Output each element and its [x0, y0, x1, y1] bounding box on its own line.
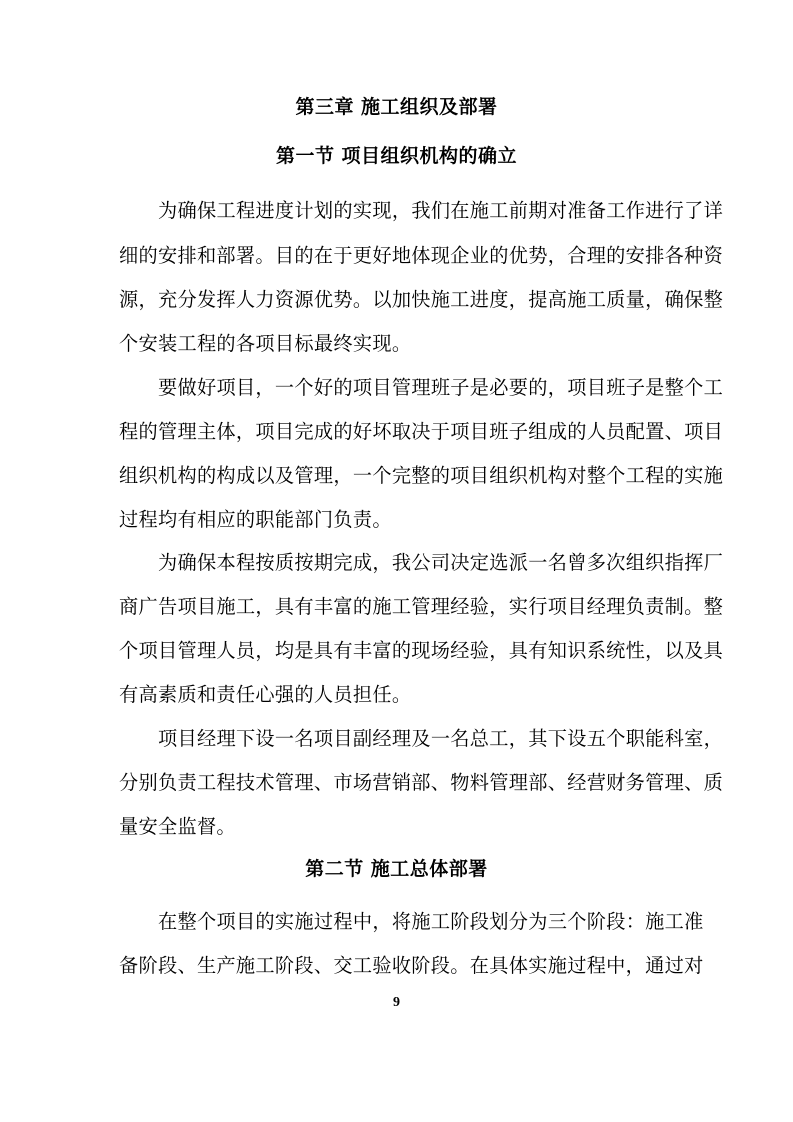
paragraph-line: 为确保本程按质按期完成，我公司决定选派一名曾多次组织指挥厂 — [158, 551, 724, 574]
paragraph-line: 有高素质和责任心强的人员担任。 — [119, 683, 412, 706]
paragraph-line: 个安装工程的各项目标最终实现。 — [119, 332, 412, 355]
paragraph-line: 为确保工程进度计划的实现，我们在施工前期对准备工作进行了详 — [158, 199, 724, 222]
section-1-title: 第一节 项目组织机构的确立 — [275, 145, 518, 167]
paragraph-line: 在整个项目的实施过程中，将施工阶段划分为三个阶段：施工准 — [158, 910, 704, 933]
paragraph-line: 组织机构的构成以及管理，一个完整的项目组织机构对整个工程的实施 — [119, 464, 724, 487]
page-number: 9 — [393, 995, 400, 1010]
paragraph-line: 商广告项目施工，具有丰富的施工管理经验，实行项目经理负责制。整 — [119, 595, 724, 618]
paragraph-line: 源，充分发挥人力资源优势。以加快施工进度，提高施工质量，确保整 — [119, 288, 724, 311]
paragraph-line: 分别负责工程技术管理、市场营销部、物料管理部、经营财务管理、质 — [119, 771, 724, 794]
paragraph-line: 备阶段、生产施工阶段、交工验收阶段。在具体实施过程中，通过对 — [119, 954, 704, 977]
paragraph-line: 程的管理主体，项目完成的好坏取决于项目班子组成的人员配置、项目 — [119, 420, 724, 443]
paragraph-line: 过程均有相应的职能部门负责。 — [119, 508, 392, 531]
section-2-title: 第二节 施工总体部署 — [305, 858, 488, 880]
paragraph-line: 量安全监督。 — [119, 815, 236, 838]
paragraph-line: 要做好项目，一个好的项目管理班子是必要的，项目班子是整个工 — [158, 376, 724, 399]
paragraph-line: 项目经理下设一名项目副经理及一名总工，其下设五个职能科室， — [158, 727, 724, 750]
paragraph-line: 个项目管理人员，均是具有丰富的现场经验，具有知识系统性，以及具 — [119, 639, 724, 662]
chapter-title: 第三章 施工组织及部署 — [295, 96, 498, 118]
paragraph-line: 细的安排和部署。目的在于更好地体现企业的优势，合理的安排各种资 — [119, 244, 724, 267]
